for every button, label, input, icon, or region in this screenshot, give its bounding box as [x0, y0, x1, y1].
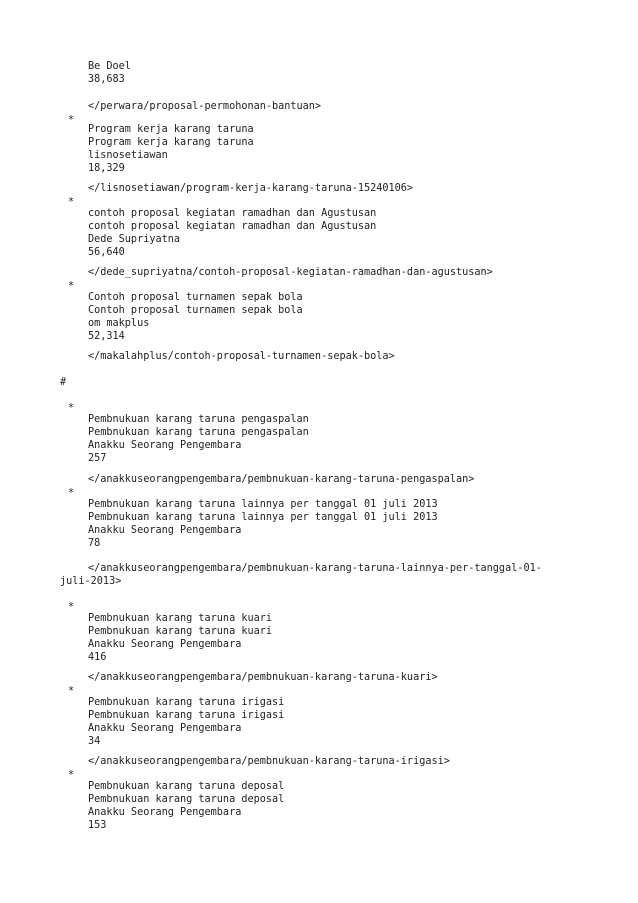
bullet-star: *	[68, 197, 75, 208]
title-line: Program kerja karang taruna	[88, 124, 254, 135]
title-line: Pembnukuan karang taruna lainnya per tanggal 01 juli 2013	[88, 512, 438, 523]
title-line: Pembnukuan karang taruna lainnya per tanggal 01 juli 2013	[88, 499, 438, 510]
link-line[interactable]: </anakkuseorangpengembara/pembnukuan-karang-taruna-irigasi>	[88, 756, 450, 767]
title-line: Pembnukuan karang taruna irigasi	[88, 710, 285, 721]
bullet-star: *	[68, 115, 75, 126]
title-line: Contoh proposal turnamen sepak bola	[88, 292, 303, 303]
link-line[interactable]: </anakkuseorangpengembara/pembnukuan-karang-taruna-pengaspalan>	[88, 474, 475, 485]
count-line: 52,314	[88, 331, 125, 342]
author-line: Dede Supriyatna	[88, 234, 181, 245]
title-line: Pembnukuan karang taruna kuari	[88, 626, 273, 637]
title-line: contoh proposal kegiatan ramadhan dan Agustusan	[88, 208, 377, 219]
section-hash: #	[60, 377, 67, 388]
author-line: Be Doel	[88, 61, 131, 72]
link-line[interactable]: </makalahplus/contoh-proposal-turnamen-sepak-bola>	[88, 351, 395, 362]
author-line: Anakku Seorang Pengembara	[88, 639, 242, 650]
title-line: Pembnukuan karang taruna irigasi	[88, 697, 285, 708]
link-line-continuation[interactable]: juli-2013>	[60, 576, 122, 587]
author-line: Anakku Seorang Pengembara	[88, 525, 242, 536]
link-line[interactable]: </anakkuseorangpengembara/pembnukuan-karang-taruna-kuari>	[88, 672, 438, 683]
title-line: Pembnukuan karang taruna pengaspalan	[88, 414, 309, 425]
title-line: Pembnukuan karang taruna deposal	[88, 794, 285, 805]
author-line: lisnosetiawan	[88, 150, 168, 161]
link-line[interactable]: </dede_supriyatna/contoh-proposal-kegiatan-ramadhan-dan-agustusan>	[88, 267, 493, 278]
count-line: 416	[88, 652, 107, 663]
title-line: contoh proposal kegiatan ramadhan dan Agustusan	[88, 221, 377, 232]
author-line: om makplus	[88, 318, 150, 329]
title-line: Contoh proposal turnamen sepak bola	[88, 305, 303, 316]
title-line: Pembnukuan karang taruna kuari	[88, 613, 273, 624]
link-line[interactable]: </lisnosetiawan/program-kerja-karang-taruna-15240106>	[88, 183, 414, 194]
count-line: 34	[88, 736, 101, 747]
bullet-star: *	[68, 281, 75, 292]
count-line: 56,640	[88, 247, 125, 258]
title-line: Pembnukuan karang taruna deposal	[88, 781, 285, 792]
author-line: Anakku Seorang Pengembara	[88, 807, 242, 818]
count-line: 38,683	[88, 74, 125, 85]
count-line: 18,329	[88, 163, 125, 174]
link-line[interactable]: </perwara/proposal-permohonan-bantuan>	[88, 101, 322, 112]
title-line: Program kerja karang taruna	[88, 137, 254, 148]
count-line: 257	[88, 453, 107, 464]
title-line: Pembnukuan karang taruna pengaspalan	[88, 427, 309, 438]
bullet-star: *	[68, 488, 75, 499]
link-line[interactable]: </anakkuseorangpengembara/pembnukuan-karang-taruna-lainnya-per-tanggal-01-	[88, 563, 542, 574]
bullet-star: *	[68, 770, 75, 781]
bullet-star: *	[68, 686, 75, 697]
author-line: Anakku Seorang Pengembara	[88, 440, 242, 451]
bullet-star: *	[68, 403, 75, 414]
author-line: Anakku Seorang Pengembara	[88, 723, 242, 734]
bullet-star: *	[68, 602, 75, 613]
count-line: 78	[88, 538, 101, 549]
count-line: 153	[88, 820, 107, 831]
